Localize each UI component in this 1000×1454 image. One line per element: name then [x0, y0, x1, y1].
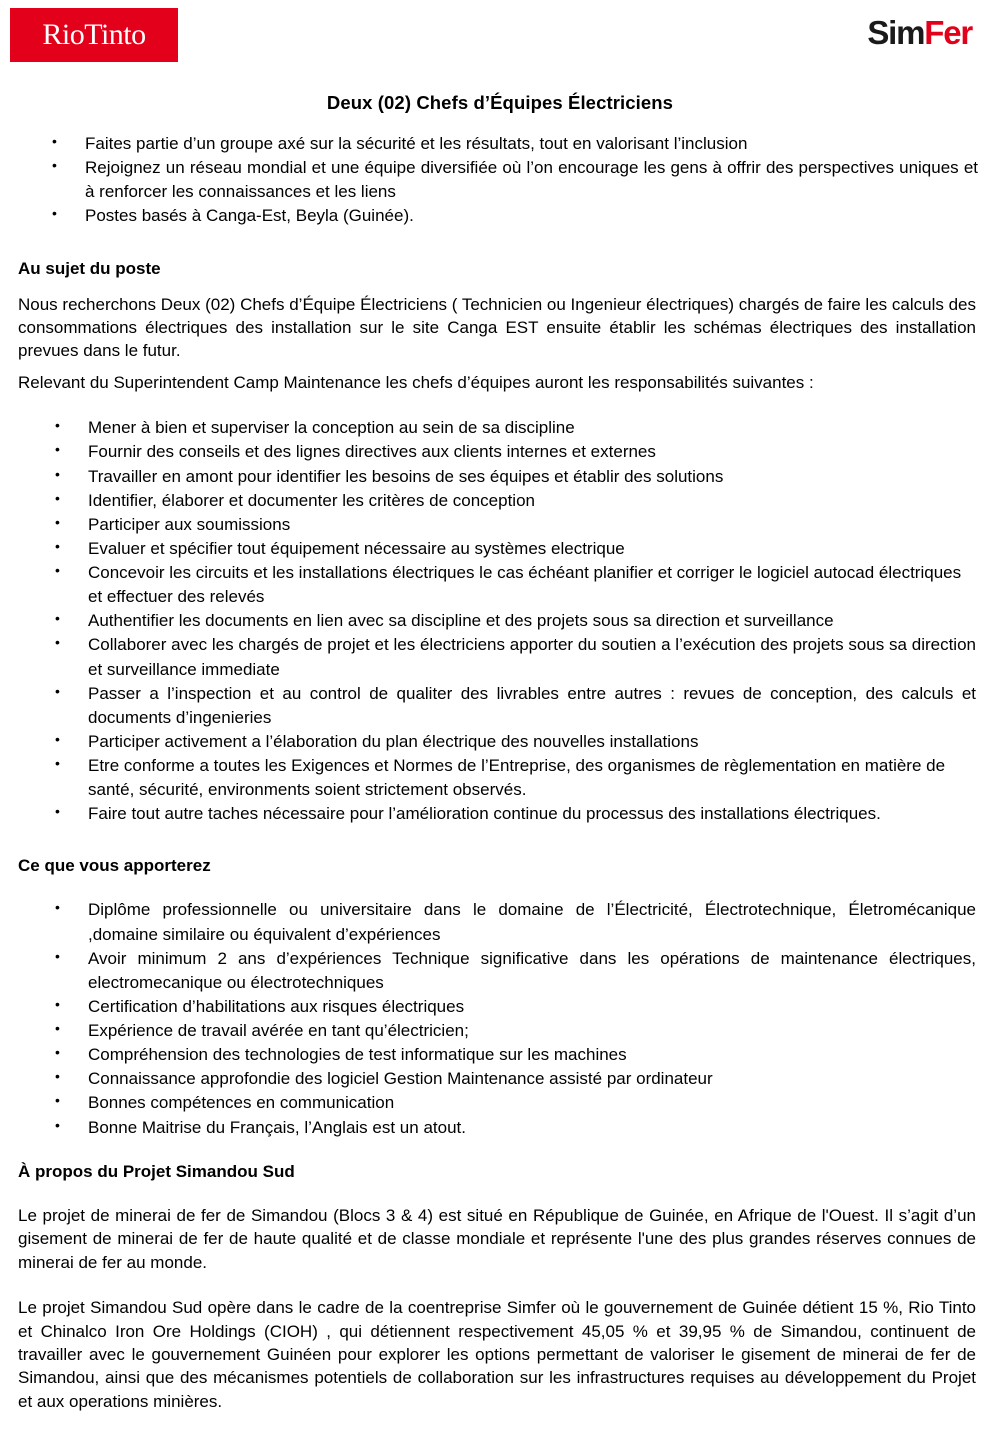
list-item: • Rejoignez un réseau mondial et une équipe diversifiée où l’on encourage les gens à offrir des perspectives uniques et à renforcer les connaissances et les liens [85, 156, 978, 204]
list-item: • Certification d’habilitations aux risques électriques [88, 995, 976, 1019]
riotinto-logo [10, 8, 178, 62]
list-item: • Identifier, élaborer et documenter les critères de conception [88, 489, 976, 513]
list-item: • Faites partie d’un groupe axé sur la sécurité et les résultats, tout en valorisant l’inclusion [85, 132, 978, 156]
about-project-paragraph-1: Le projet de minerai de fer de Simandou (Blocs 3 & 4) est situé en République de Guinée, en Afrique de l'Ouest. Il s’agit d’un gisement de minerai de fer de haute qualité et de classe mondiale et représente l'une des plus grandes réserves connues de minerai de fer au monde. [18, 1205, 976, 1272]
list-item: • Authentifier les documents en lien avec sa discipline et des projets sous sa direction et surveillance [88, 609, 976, 633]
list-item: • Diplôme professionnelle ou universitaire dans le domaine de l’Électricité, Électrotechnique, Életromécanique ,domaine similaire ou équivalent d’expériences [88, 898, 976, 946]
list-item: • Connaissance approfondie des logiciel Gestion Maintenance assisté par ordinateur [88, 1067, 976, 1091]
section-heading-about-project: À propos du Projet Simandou Sud [18, 1161, 295, 1181]
list-item: • Compréhension des technologies de test informatique sur les machines [88, 1043, 976, 1067]
about-project-paragraph-2: Le projet Simandou Sud opère dans le cadre de la coentreprise Simfer où le gouvernement de Guinée détient 15 %, Rio Tinto et Chinalco Iron Ore Holdings (CIOH) , qui détiennent respectivement 45,05 % et 39,95 % de Simandou, continuent de travailler avec le gouvernement Guinéen pour explorer les options permettant de valoriser le gisement de minerai de fer de Simandou, ainsi que des mécanismes potentiels de collaboration sur les infrastructures requises au développement du Projet et aux operations minières. [18, 1298, 976, 1411]
list-item: • Fournir des conseils et des lignes directives aux clients internes et externes [88, 440, 976, 464]
riotinto-wordmark: RioTinto [42, 18, 146, 51]
list-item: • Etre conforme a toutes les Exigences et Normes de l’Entreprise, des organismes de règlementation en matière de santé, sécurité, environments soient strictement observés. [88, 754, 976, 802]
list-item: • Travailler en amont pour identifier les besoins de ses équipes et établir des solutions [88, 465, 976, 489]
about-role-paragraph-1: Nous recherchons Deux (02) Chefs d’Équipe Électriciens ( Technicien ou Ingenieur électriques) chargés de faire les calculs des consommations électriques des installation sur le site Canga EST ensuite établir les schémas électriques des installation prevues dans le futur. [18, 294, 976, 361]
list-item: • Avoir minimum 2 ans d’expériences Technique significative dans les opérations de maintenance électriques, electromecanique ou électrotechniques [88, 947, 976, 995]
qualifications-list [0, 898, 976, 1139]
list-item: • Participer activement a l’élaboration du plan électrique des nouvelles installations [88, 730, 976, 754]
list-item: • Faire tout autre taches nécessaire pour l’amélioration continue du processus des installations électriques. [88, 802, 976, 826]
about-role-paragraph-2: Relevant du Superintendent Camp Maintenance les chefs d’équipes auront les responsabilités suivantes : [18, 372, 814, 392]
list-item: • Concevoir les circuits et les installations électriques le cas échéant planifier et corriger le logiciel autocad électriques et effectuer des relevés [88, 561, 976, 609]
list-item: • Expérience de travail avérée en tant qu’électricien; [88, 1019, 976, 1043]
list-item: • Postes basés à Canga-Est, Beyla (Guinée). [85, 204, 978, 228]
list-item: • Mener à bien et superviser la conception au sein de sa discipline [88, 416, 976, 440]
document-header [0, 0, 1000, 76]
intro-bullet-list [0, 132, 978, 229]
page-title: Deux (02) Chefs d’Équipes Électriciens [326, 92, 674, 113]
list-item: • Passer a l’inspection et au control de qualiter des livrables entre autres : revues de conception, des calculs et documents d’ingenieries [88, 682, 976, 730]
list-item: • Participer aux soumissions [88, 513, 976, 537]
simfer-logo [867, 16, 972, 49]
list-item: • Collaborer avec les chargés de projet et les électriciens apporter du soutien a l’exécution des projets sous sa direction et surveillance immediate [88, 633, 976, 681]
section-heading-about-role: Au sujet du poste [18, 258, 161, 278]
list-item: • Bonnes compétences en communication [88, 1091, 976, 1115]
section-heading-what-you-bring: Ce que vous apporterez [18, 856, 211, 876]
list-item: • Evaluer et spécifier tout équipement nécessaire au systèmes electrique [88, 537, 976, 561]
list-item: • Bonne Maitrise du Français, l’Anglais est un atout. [88, 1116, 976, 1140]
simfer-wordmark-sim: Sim [867, 14, 925, 51]
responsibilities-list [0, 416, 976, 826]
simfer-wordmark-fer: Fer [924, 14, 972, 51]
